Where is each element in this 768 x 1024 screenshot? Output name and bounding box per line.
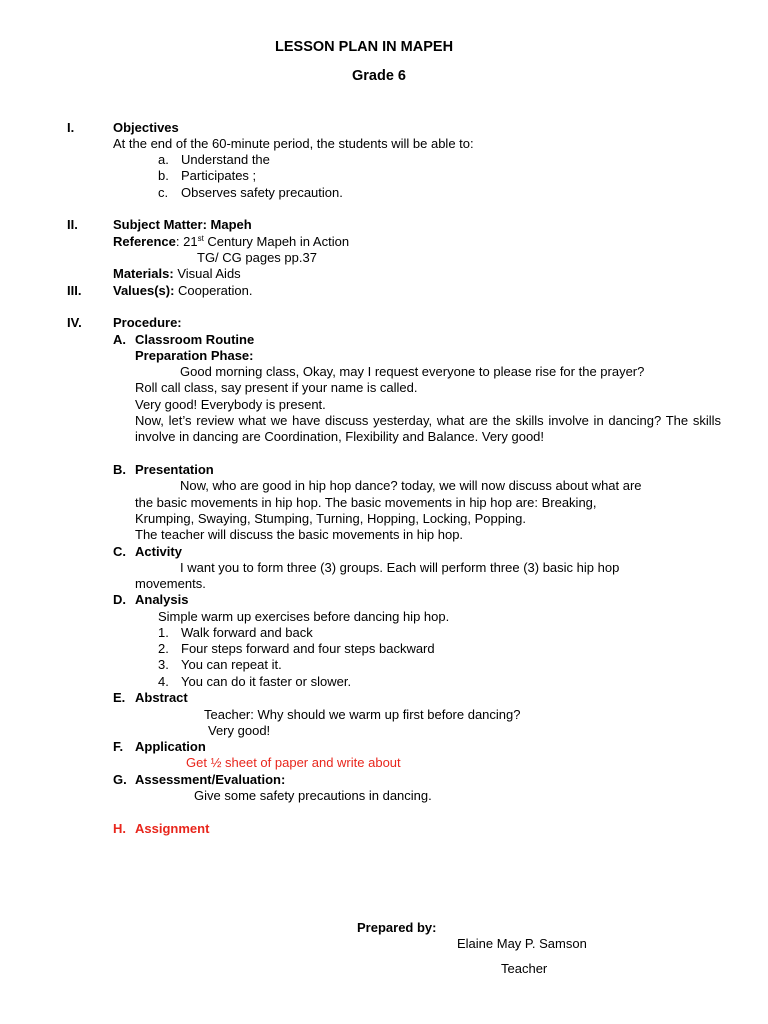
- objective-marker: c.: [158, 185, 169, 200]
- section-numeral: I.: [67, 120, 75, 135]
- subject-matter-heading: Subject Matter: Mapeh: [113, 217, 252, 232]
- reference-line: [113, 234, 349, 250]
- teacher-name: Elaine May P. Samson: [457, 936, 587, 951]
- grade-heading: Grade 6: [352, 68, 406, 84]
- values-line: [113, 283, 252, 299]
- abstract-heading: Abstract: [135, 690, 188, 705]
- warmup-step-marker: 4.: [158, 674, 169, 689]
- warmup-step-marker: 3.: [158, 657, 169, 672]
- step-marker: H.: [113, 821, 126, 836]
- step-marker: D.: [113, 592, 126, 607]
- assessment-text: Give some safety precautions in dancing.: [194, 788, 432, 803]
- assessment-heading: Assessment/Evaluation:: [135, 772, 286, 787]
- section-numeral: IV.: [67, 315, 82, 330]
- materials-label: Materials:: [113, 266, 174, 281]
- warmup-step-marker: 1.: [158, 625, 169, 640]
- routine-text: Very good! Everybody is present.: [135, 397, 326, 412]
- materials-line: [113, 266, 241, 282]
- section-numeral: II.: [67, 217, 78, 232]
- assignment-heading: Assignment: [135, 821, 210, 836]
- routine-text: Roll call class, say present if your name is called.: [135, 380, 418, 395]
- reference-label: Reference: [113, 234, 176, 249]
- step-marker: A.: [113, 332, 126, 347]
- values-label: Values(s):: [113, 283, 175, 298]
- step-marker: G.: [113, 772, 127, 787]
- warmup-step: Four steps forward and four steps backward: [181, 641, 435, 656]
- classroom-routine-heading: Classroom Routine: [135, 332, 255, 347]
- abstract-question: Teacher: Why should we warm up first before dancing?: [204, 707, 521, 722]
- objective-item: Observes safety precaution.: [181, 185, 343, 200]
- application-text: Get ½ sheet of paper and write about: [186, 755, 401, 770]
- objectives-intro: At the end of the 60-minute period, the students will be able to:: [113, 136, 474, 151]
- objective-marker: b.: [158, 168, 169, 183]
- analysis-intro: Simple warm up exercises before dancing hip hop.: [158, 609, 450, 624]
- objectives-heading: Objectives: [113, 120, 179, 135]
- routine-review-paragraph: Now, let’s review what we have discuss yesterday, what are the skills involve in dancing? The skills involve in dancing are Coordination, Flexibility and Balance. Very good!: [135, 413, 721, 445]
- presentation-text: Krumping, Swaying, Stumping, Turning, Hopping, Locking, Popping.: [135, 511, 526, 526]
- preparation-phase-heading: Preparation Phase:: [135, 348, 254, 363]
- objective-item: Participates ;: [181, 168, 257, 183]
- procedure-heading: Procedure:: [113, 315, 182, 330]
- document-title: LESSON PLAN IN MAPEH: [275, 39, 454, 55]
- section-numeral: III.: [67, 283, 82, 298]
- abstract-response: Very good!: [208, 723, 271, 738]
- step-marker: B.: [113, 462, 126, 477]
- reference-pages: TG/ CG pages pp.37: [197, 250, 317, 265]
- materials-value: Visual Aids: [173, 266, 241, 281]
- objective-marker: a.: [158, 152, 169, 167]
- activity-text: I want you to form three (3) groups. Each will perform three (3) basic hip hop: [180, 560, 620, 575]
- activity-heading: Activity: [135, 544, 182, 559]
- reference-title: Century Mapeh in Action: [203, 234, 350, 249]
- objective-item: Understand the: [181, 152, 270, 167]
- step-marker: C.: [113, 544, 126, 559]
- reference-text: : 21: [175, 234, 198, 249]
- application-heading: Application: [135, 739, 206, 754]
- warmup-step-marker: 2.: [158, 641, 169, 656]
- routine-text: Good morning class, Okay, may I request everyone to please rise for the prayer?: [180, 364, 645, 379]
- warmup-step: Walk forward and back: [181, 625, 313, 640]
- analysis-heading: Analysis: [135, 592, 189, 607]
- values-value: Cooperation.: [174, 283, 253, 298]
- activity-text: movements.: [135, 576, 206, 591]
- warmup-step: You can do it faster or slower.: [181, 674, 352, 689]
- presentation-heading: Presentation: [135, 462, 214, 477]
- teacher-role: Teacher: [501, 961, 548, 976]
- presentation-text: the basic movements in hip hop. The basic movements in hip hop are: Breaking,: [135, 495, 597, 510]
- step-marker: E.: [113, 690, 126, 705]
- warmup-step: You can repeat it.: [181, 657, 282, 672]
- prepared-by-label: Prepared by:: [357, 920, 437, 935]
- step-marker: F.: [113, 739, 124, 754]
- presentation-text: Now, who are good in hip hop dance? today, we will now discuss about what are: [180, 478, 642, 493]
- reference-superscript: st: [197, 234, 204, 243]
- presentation-text: The teacher will discuss the basic movements in hip hop.: [135, 527, 464, 542]
